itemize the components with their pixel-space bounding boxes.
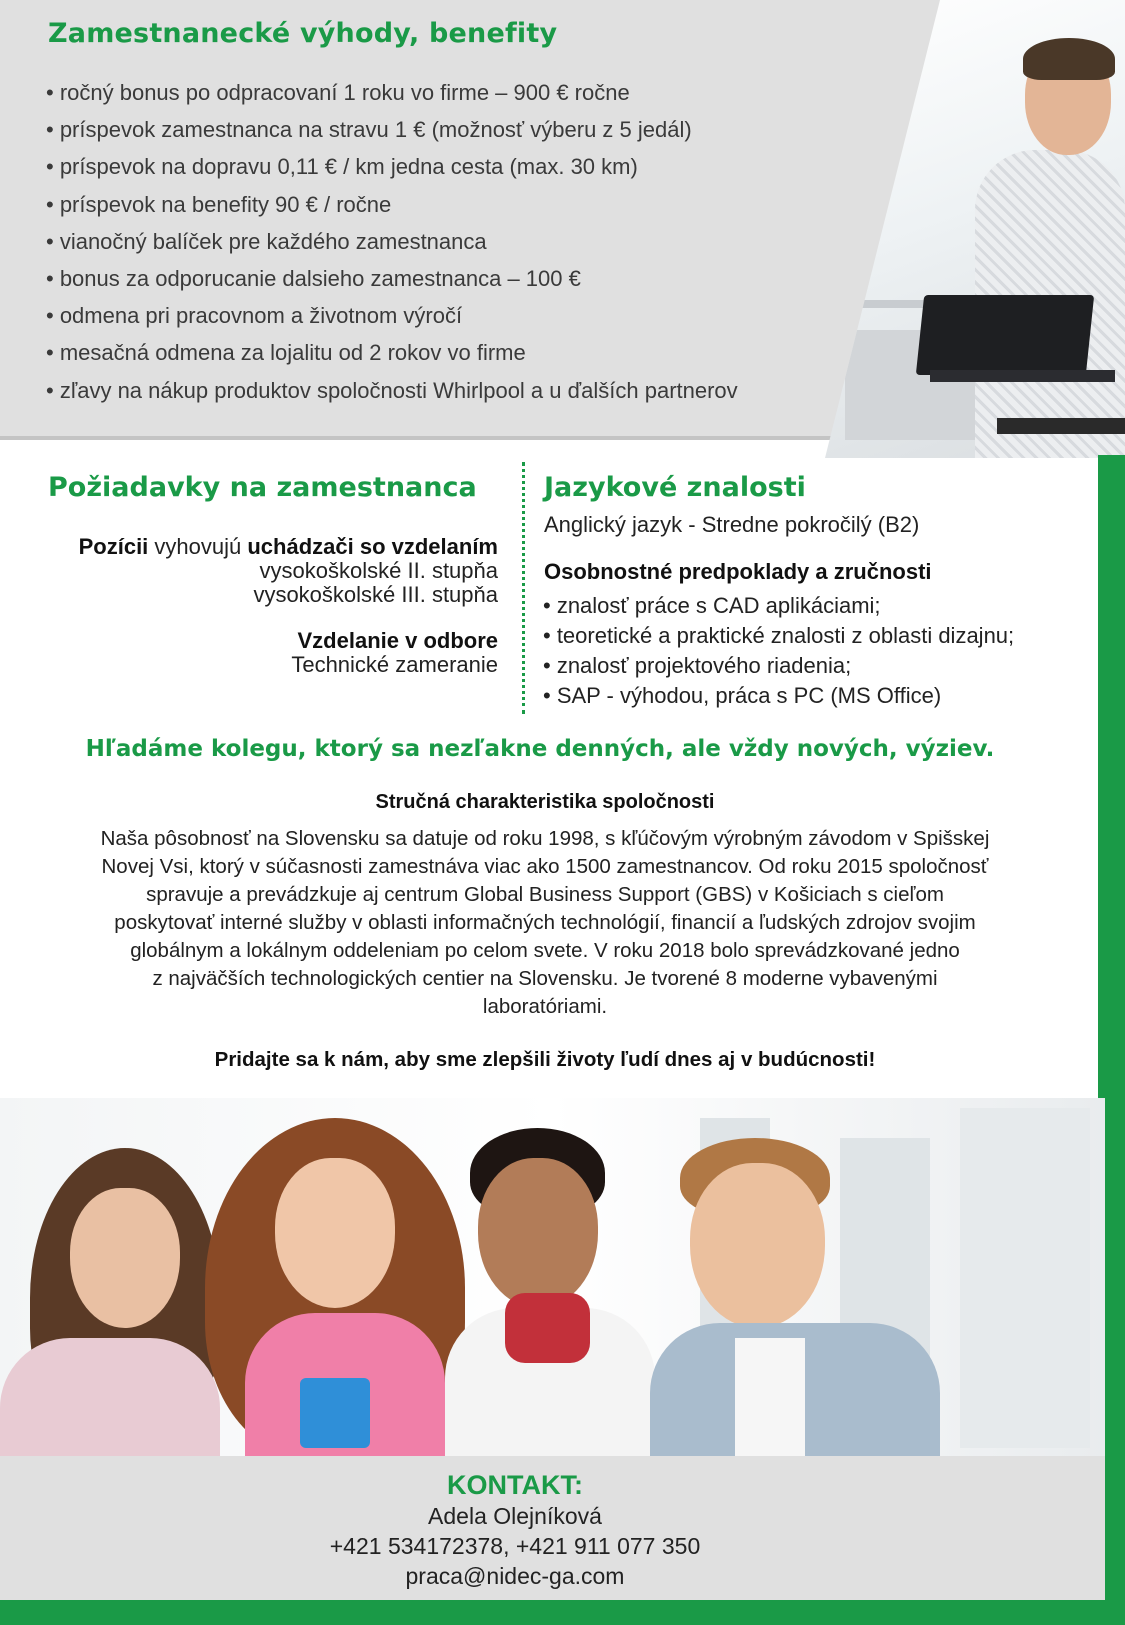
contact-name: Adela Olejníková — [428, 1503, 602, 1529]
skills-title: Osobnostné predpoklady a zručnosti — [544, 559, 932, 584]
photo-person-face — [478, 1158, 598, 1308]
green-bottom-bar — [0, 1600, 1125, 1625]
requirements-block — [79, 535, 498, 677]
requirements-title: Požiadavky na zamestnanca — [48, 472, 477, 503]
photo-person-top — [0, 1338, 220, 1456]
tagline: Hľadáme kolegu, ktorý sa nezľakne denných, ale vždy nových, výziev. — [85, 736, 995, 762]
benefits-list — [46, 78, 738, 413]
skill-item: • znalosť práce s CAD aplikáciami; — [543, 593, 881, 618]
education-intro — [79, 535, 498, 559]
benefit-item: • bonus za odporucanie dalsieho zamestnanca – 100 € — [46, 265, 581, 291]
photo-person-face — [70, 1188, 180, 1328]
benefit-item: • vianočný balíček pre každého zamestnanca — [46, 228, 487, 254]
photo-person-face — [690, 1163, 825, 1328]
education-level: vysokoškolské II. stupňa — [259, 558, 498, 583]
contact-phones: +421 534172378, +421 911 077 350 — [329, 1533, 701, 1559]
about-line: Novej Vsi, ktorý v súčasnosti zamestnáva viac ako 1500 zamestnancov. Od roku 2015 spoločnosť — [101, 855, 989, 878]
benefit-item: • príspevok na dopravu 0,11 € / km jedna cesta (max. 30 km) — [46, 154, 638, 180]
benefit-item: • odmena pri pracovnom a životnom výročí — [46, 303, 463, 329]
skill-item: • teoretické a praktické znalosti z oblasti dizajnu; — [543, 623, 1015, 648]
photo-person-scarf — [505, 1293, 590, 1363]
language-level: Anglický jazyk - Stredne pokročilý (B2) — [544, 512, 920, 537]
photo-person-tshirt — [735, 1338, 805, 1456]
photo-laptop — [916, 295, 1094, 375]
position-label: Pozícii — [78, 534, 149, 559]
field-value: Technické zameranie — [291, 652, 498, 677]
photo-belt — [997, 418, 1125, 434]
contact-email[interactable]: praca@nidec-ga.com — [405, 1563, 625, 1589]
education-level: vysokoškolské III. stupňa — [253, 582, 498, 607]
group-photo — [0, 1098, 1105, 1456]
about-text — [40, 825, 1050, 1021]
contact-title: KONTAKT: — [447, 1470, 583, 1500]
about-line: laboratóriami. — [482, 995, 608, 1018]
benefits-title: Zamestnanecké výhody, benefity — [48, 18, 558, 49]
join-call: Pridajte sa k nám, aby sme zlepšili životy ľudí dnes aj v budúcnosti! — [214, 1048, 876, 1071]
about-title: Stručná charakteristika spoločnosti — [375, 791, 715, 813]
about-line: spravuje a prevádzkuje aj centrum Global Business Support (GBS) v Košiciach s cieľom — [146, 883, 944, 906]
photo-books — [300, 1378, 370, 1448]
benefit-item: • príspevok zamestnanca na stravu 1 € (možnosť výberu z 5 jedál) — [46, 117, 692, 143]
languages-title: Jazykové znalosti — [544, 472, 806, 503]
photo-person-face — [275, 1158, 395, 1308]
about-line: Naša pôsobnosť na Slovensku sa datuje od roku 1998, s kľúčovým výrobným závodom v Spišskej — [100, 827, 990, 850]
photo-person-hair — [1023, 38, 1115, 80]
photo-laptop-base — [930, 370, 1115, 382]
benefit-item: • ročný bonus po odpracovaní 1 roku vo firme – 900 € ročne — [46, 80, 630, 105]
column-divider — [522, 462, 525, 714]
skills-list — [543, 593, 1014, 713]
field-label: Vzdelanie v odbore — [297, 628, 498, 653]
benefit-item: • mesačná odmena za lojalitu od 2 rokov vo firme — [46, 340, 526, 366]
skill-item: • znalosť projektového riadenia; — [543, 653, 852, 678]
about-line: z najväčších technologických centier na Slovensku. Je tvorené 8 moderne vybavenými — [152, 967, 938, 990]
skill-item: • SAP - výhodou, práca s PC (MS Office) — [543, 683, 942, 708]
about-line: globálnym a lokálnym oddeleniam po celom svete. V roku 2018 bolo sprevádzkované jedno — [130, 939, 960, 962]
position-connector: vyhovujú — [148, 534, 248, 559]
about-line: poskytovať interné služby v oblasti informačných technológií, financií a ľudských zdrojov svojim — [114, 911, 976, 934]
photo-window — [960, 1108, 1090, 1448]
benefit-item: • príspevok na benefity 90 € / ročne — [46, 191, 392, 217]
benefit-item: • zľavy na nákup produktov spoločnosti Whirlpool a u ďalších partnerov — [46, 377, 738, 403]
applicants-label: uchádzači so vzdelaním — [247, 534, 498, 559]
